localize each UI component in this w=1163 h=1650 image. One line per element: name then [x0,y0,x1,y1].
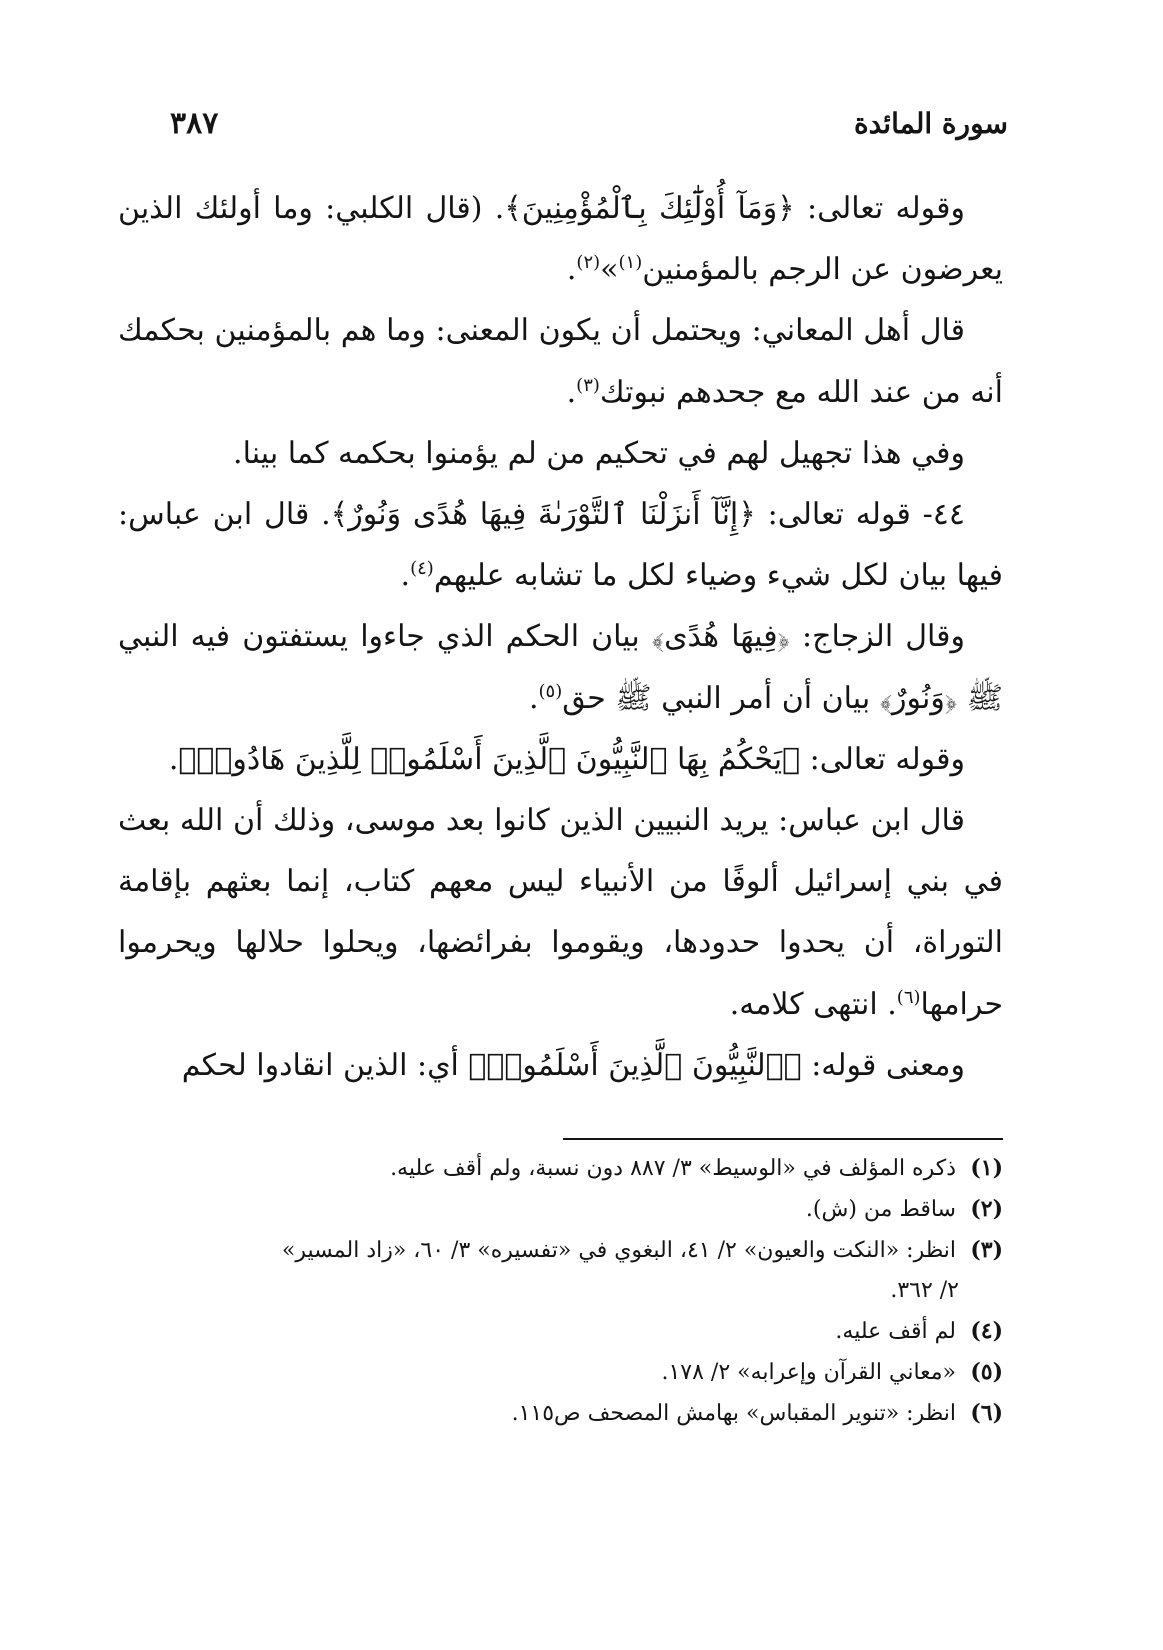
footnote-6 [118,1393,1003,1434]
footnote-ref-2: (٢) [576,252,601,274]
footnote-text: «معاني القرآن وإعرابه» ٢/ ١٧٨. [661,1360,956,1385]
paragraph-8 [118,1035,1003,1096]
paragraph-4 [118,484,1003,606]
footnote-3 [118,1230,1003,1271]
footnote-1 [118,1148,1003,1189]
paragraph-end: . انتهى كلامه. [729,986,897,1022]
paragraph-text: ومعنى قوله: ﴿ٱلنَّبِيُّونَ ٱلَّذِينَ أَسْلَمُوا۟﴾ أي: الذين انقادوا لحكم [181,1047,965,1083]
paragraph-text: وقوله تعالى: ﴿وَمَآ أُوْلَٰٓئِكَ بِٱلْمُؤْمِنِينَ﴾. (قال الكلبي: وما أولئك الذين يعرضون عن الرجم بالمؤمنين [118,191,1003,288]
footnote-number: (٦) [970,1400,1003,1426]
paragraph-3 [118,423,1003,484]
footnote-number: (١) [970,1155,1003,1181]
paragraph-end: . [528,680,539,716]
footnote-3-continuation [118,1271,1003,1311]
footnote-ref-3: (٣) [576,374,600,396]
paragraph-6 [118,729,1003,790]
footnote-text: ٢/ ٣٦٢. [890,1278,959,1303]
footnote-number: (٤) [970,1318,1003,1344]
footnote-2 [118,1189,1003,1230]
footnote-ref-1: (١) [618,252,643,274]
paragraph-text: قال أهل المعاني: ويحتمل أن يكون المعنى: وما هم بالمؤمنين بحكمك أنه من عند الله مع جحدهم نبوتك [118,313,1003,410]
footnote-text: لم أقف عليه. [835,1319,956,1344]
footnote-number: (٢) [970,1196,1003,1222]
footnote-5 [118,1352,1003,1393]
footnote-text: ساقط من (ش). [805,1197,956,1222]
paragraph-end: . [566,252,577,288]
footnote-4 [118,1311,1003,1352]
paragraph-2 [118,300,1003,422]
paragraph-text: وفي هذا تجهيل لهم في تحكيم من لم يؤمنوا بحكمه كما بينا. [233,435,965,471]
paragraph-end: . [400,558,411,594]
paragraph-text: وقال الزجاج: ﴿فِيهَا هُدًى﴾ بيان الحكم الذي جاءوا يستفتون فيه النبي ﷺ ﴿وَنُورٌ﴾ بيان أن أمر النبي ﷺ حق [118,619,1003,716]
paragraph-text: قال ابن عباس: يريد النبيين الذين كانوا بعد موسى، وذلك أن الله بعث في بني إسرائيل ألوفًا من الأنبياء ليس معهم كتاب، إنما بعثهم بإقامة التوراة، أن يحدوا حدودها، ويقوموا بفرائضها، ويحلوا حلالها ويحرموا حرامها [118,803,1003,1022]
paragraph-text: وقوله تعالى: ﴿يَحْكُمُ بِهَا ٱلنَّبِيُّونَ ٱلَّذِينَ أَسْلَمُوا۟ لِلَّذِينَ هَادُوا۟﴾. [168,741,965,777]
footnote-text: انظر: «تنوير المقباس» بهامش المصحف ص١١٥. [511,1401,956,1426]
paragraph-text: ٤٤- قوله تعالى: ﴿إِنَّآ أَنزَلْنَا ٱلتَّوْرَىٰةَ فِيهَا هُدًى وَنُورٌ﴾. قال ابن عباس: فيها بيان لكل شيء وضياء لكل ما تشابه عليهم [118,497,1003,594]
paragraph-7 [118,790,1003,1035]
surah-title: سورة المائدة [853,107,1008,140]
footnote-ref-4: (٤) [410,558,434,580]
footnote-text: انظر: «النكت والعيون» ٢/ ٤١، البغوي في «تفسيره» ٣/ ٦٠، «زاد المسير» [281,1238,956,1263]
footnote-ref-6: (٦) [896,986,921,1008]
closing-quote: » [600,252,619,288]
footnote-number: (٥) [970,1359,1003,1385]
running-header [170,100,1008,148]
footnote-ref-5: (٥) [538,680,563,702]
paragraph-1 [118,178,1003,300]
footnote-number: (٣) [970,1237,1003,1263]
page-number: ٣٨٧ [170,106,219,141]
main-text [118,178,1003,1096]
footnote-divider [563,1138,1003,1140]
footnotes [118,1148,1003,1434]
footnote-text: ذكره المؤلف في «الوسيط» ٣/ ٨٨٧ دون نسبة، ولم أقف عليه. [390,1156,956,1181]
paragraph-end: . [566,374,577,410]
paragraph-5 [118,606,1003,728]
